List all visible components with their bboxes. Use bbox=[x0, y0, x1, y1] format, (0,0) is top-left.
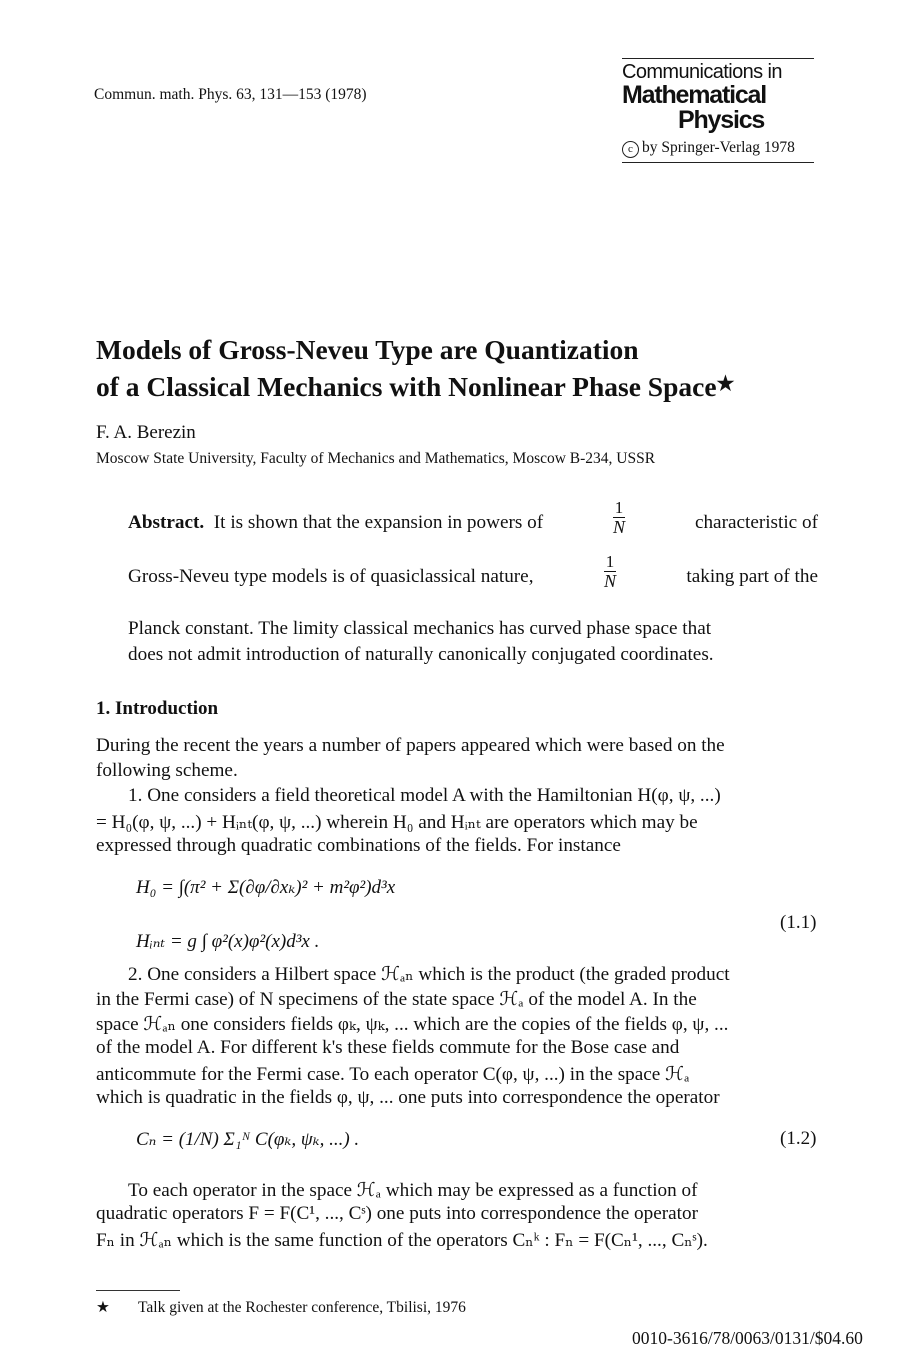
title-line-1: Models of Gross-Neveu Type are Quantization bbox=[96, 334, 639, 365]
body-line: quadratic operators F = F(C¹, ..., Cˢ) one puts into correspondence the operator bbox=[96, 1203, 698, 1224]
body-line: which is quadratic in the fields φ, ψ, ... one puts into correspondence the operator bbox=[96, 1087, 720, 1108]
article-title bbox=[96, 332, 856, 404]
copyright-text: by Springer-Verlag 1978 bbox=[642, 139, 795, 156]
one-over-n-fraction bbox=[613, 498, 625, 537]
abstract-line-3: Planck constant. The limity classical mechanics has curved phase space that bbox=[128, 618, 712, 639]
fraction-numerator: 1 bbox=[614, 498, 624, 517]
abstract-line-2 bbox=[128, 552, 818, 591]
fraction-denominator: N bbox=[603, 571, 616, 591]
section-heading: 1. Introduction bbox=[96, 698, 219, 719]
body-line: of the model A. For different k's these fields commute for the Bose case and bbox=[96, 1037, 680, 1058]
body-line: expressed through quadratic combinations of the fields. For instance bbox=[96, 835, 621, 856]
journal-name-line3: Physics bbox=[678, 106, 765, 134]
body-line: in the Fermi case) of N specimens of the state space ℋₐ of the model A. In the bbox=[96, 989, 697, 1010]
journal-logo bbox=[622, 58, 814, 163]
equation-number: (1.2) bbox=[780, 1128, 817, 1149]
body-line: During the recent the years a number of papers appeared which were based on the bbox=[96, 735, 725, 756]
journal-name-line1: Communications in bbox=[622, 61, 782, 83]
fraction-numerator: 1 bbox=[605, 552, 615, 571]
journal-citation: Commun. math. Phys. 63, 131—153 (1978) bbox=[94, 86, 367, 103]
body-line: following scheme. bbox=[96, 760, 238, 781]
body-line: 1. One considers a field theoretical model A with the Hamiltonian H(φ, ψ, ...) bbox=[128, 785, 721, 806]
title-footnote-mark: ★ bbox=[716, 373, 735, 395]
abstract-text-2b: taking part of the bbox=[686, 566, 818, 587]
fraction-denominator: N bbox=[613, 517, 626, 537]
price-code: 0010-3616/78/0063/0131/$04.60 bbox=[632, 1328, 863, 1348]
abstract-label: Abstract. bbox=[128, 512, 205, 533]
equation-number: (1.1) bbox=[780, 912, 817, 933]
body-line: Fₙ in ℋₐₙ which is the same function of the operators Cₙᵏ : Fₙ = F(Cₙ¹, ..., Cₙˢ). bbox=[96, 1230, 708, 1251]
equation-1-2: Cₙ = (1/N) Σ₁ᴺ C(φₖ, ψₖ, ...) . bbox=[136, 1129, 360, 1150]
copyright-notice bbox=[622, 139, 814, 163]
abstract-line-1 bbox=[128, 498, 818, 537]
author-affiliation: Moscow State University, Faculty of Mechanics and Mathematics, Moscow B-234, USSR bbox=[96, 450, 656, 467]
copyright-icon: c bbox=[622, 141, 639, 158]
title-line-2: of a Classical Mechanics with Nonlinear Phase Space bbox=[96, 371, 717, 402]
body-line: space ℋₐₙ one considers fields φₖ, ψₖ, ... which are the copies of the fields φ, ψ, ... bbox=[96, 1014, 729, 1035]
one-over-n-fraction bbox=[604, 552, 616, 591]
abstract-text-1a: It is shown that the expansion in powers of bbox=[213, 512, 544, 533]
body-line: To each operator in the space ℋₐ which may be expressed as a function of bbox=[128, 1180, 698, 1201]
footnote-divider bbox=[96, 1290, 180, 1291]
body-line: 2. One considers a Hilbert space ℋₐₙ which is the product (the graded product bbox=[128, 964, 730, 985]
abstract-line-4: does not admit introduction of naturally canonically conjugated coordinates. bbox=[128, 644, 714, 665]
footnote-text: Talk given at the Rochester conference, Tbilisi, 1976 bbox=[138, 1299, 466, 1316]
footnote-mark: ★ bbox=[96, 1299, 110, 1316]
equation-1-1a: H₀ = ∫(π² + Σ(∂φ/∂xₖ)² + m²φ²)d³x bbox=[136, 877, 396, 898]
equation-1-1b: Hᵢₙₜ = g ∫ φ²(x)φ²(x)d³x . bbox=[136, 931, 320, 952]
body-line: anticommute for the Fermi case. To each operator C(φ, ψ, ...) in the space ℋₐ bbox=[96, 1064, 690, 1085]
abstract-text-2a: Gross-Neveu type models is of quasiclassical nature, bbox=[128, 566, 534, 587]
author-name: F. A. Berezin bbox=[96, 422, 196, 443]
abstract-text-1b: characteristic of bbox=[694, 512, 818, 533]
body-line: = H₀(φ, ψ, ...) + Hᵢₙₜ(φ, ψ, ...) wherein H₀ and Hᵢₙₜ are operators which may be bbox=[96, 812, 698, 833]
footnote bbox=[96, 1298, 466, 1317]
journal-name-line2: Mathematical bbox=[622, 81, 766, 109]
